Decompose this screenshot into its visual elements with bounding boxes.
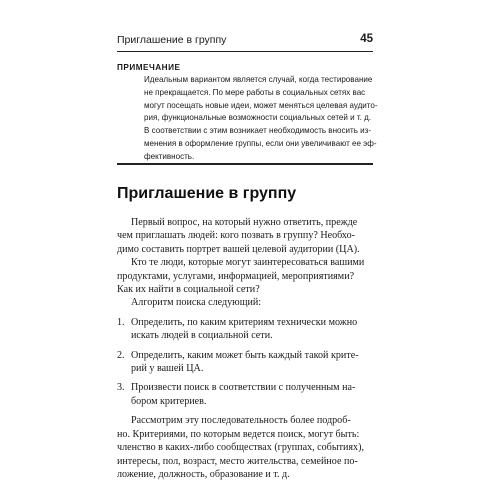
list-item <box>117 349 375 376</box>
paragraph <box>117 414 375 481</box>
list-line: искать людей в социальной сети. <box>131 330 273 342</box>
list-line <box>117 381 375 394</box>
note-line: фективность. <box>144 151 195 161</box>
text-line: Рассмотрим эту последовательность более подроб- <box>131 415 351 427</box>
text-line: продуктами, услугами, информацией, мероприятиями? <box>117 270 355 282</box>
text-line: Первый вопрос, на который нужно ответить, прежде <box>131 217 358 228</box>
note-line: Идеальным вариантом является случай, когда тестирование <box>144 75 373 84</box>
text-line: чем приглашать людей: кого позвать в группу? Необхо- <box>117 230 356 242</box>
note-line: не прекращается. По мере работы в социальных сетях вас <box>144 87 366 97</box>
list-line <box>117 349 375 362</box>
note-line: менения в оформление группы, если они увеличивают ее эф- <box>144 138 377 148</box>
list-number: 2. <box>117 349 125 361</box>
note-line: В соответствии с этим возникает необходимость вносить из- <box>144 126 372 136</box>
header-rule <box>117 51 373 52</box>
text-line: Кто те люди, которые могут заинтересоваться вашими <box>131 257 365 269</box>
list-text: Произвести поиск в соответствии с полученным на- <box>131 382 356 394</box>
text-line: ложение, должность, образование и т. д. <box>117 468 290 480</box>
paragraph <box>117 296 375 309</box>
list-text: Определить, по каким критериям технически можно <box>131 316 358 328</box>
running-title: Приглашение в группу <box>117 34 227 46</box>
section-heading: Приглашение в группу <box>117 185 297 202</box>
list-item <box>117 381 375 408</box>
list-item <box>117 316 375 343</box>
text-line: интересы, пол, возраст, место жительства, семейное по- <box>117 455 358 467</box>
note-line: могут посещать новые идеи, может меняться целевая аудито- <box>144 100 378 110</box>
note-body <box>144 74 378 164</box>
text-line: Алгоритм поиска следующий: <box>131 297 262 309</box>
running-header <box>117 33 373 49</box>
text-line: членство в каких-либо сообществах (группах, событиях), <box>117 442 364 454</box>
note-box <box>117 63 378 162</box>
list-line: рий у вашей ЦА. <box>131 363 204 375</box>
list-line <box>117 316 375 329</box>
paragraph <box>117 216 375 256</box>
list-number: 1. <box>117 316 125 328</box>
paragraph <box>117 256 375 296</box>
list-number: 3. <box>117 382 125 394</box>
note-line: рия, функциональные возможности социальных сетей и т. д. <box>144 113 372 123</box>
list-text: Определить, каким может быть каждый такой крите- <box>131 349 359 361</box>
note-bottom-rule <box>117 163 373 165</box>
note-label: ПРИМЕЧАНИЕ <box>117 63 181 72</box>
text-line: димо составить портрет вашей целевой аудитории (ЦА). <box>117 243 360 255</box>
text-line: Как их найти в социальной сети? <box>117 284 260 296</box>
page-number: 45 <box>360 33 373 45</box>
body-text <box>117 216 375 481</box>
text-line: но. Критериями, по которым ведется поиск, могут быть: <box>117 428 360 440</box>
list-line: бором критериев. <box>131 395 207 407</box>
